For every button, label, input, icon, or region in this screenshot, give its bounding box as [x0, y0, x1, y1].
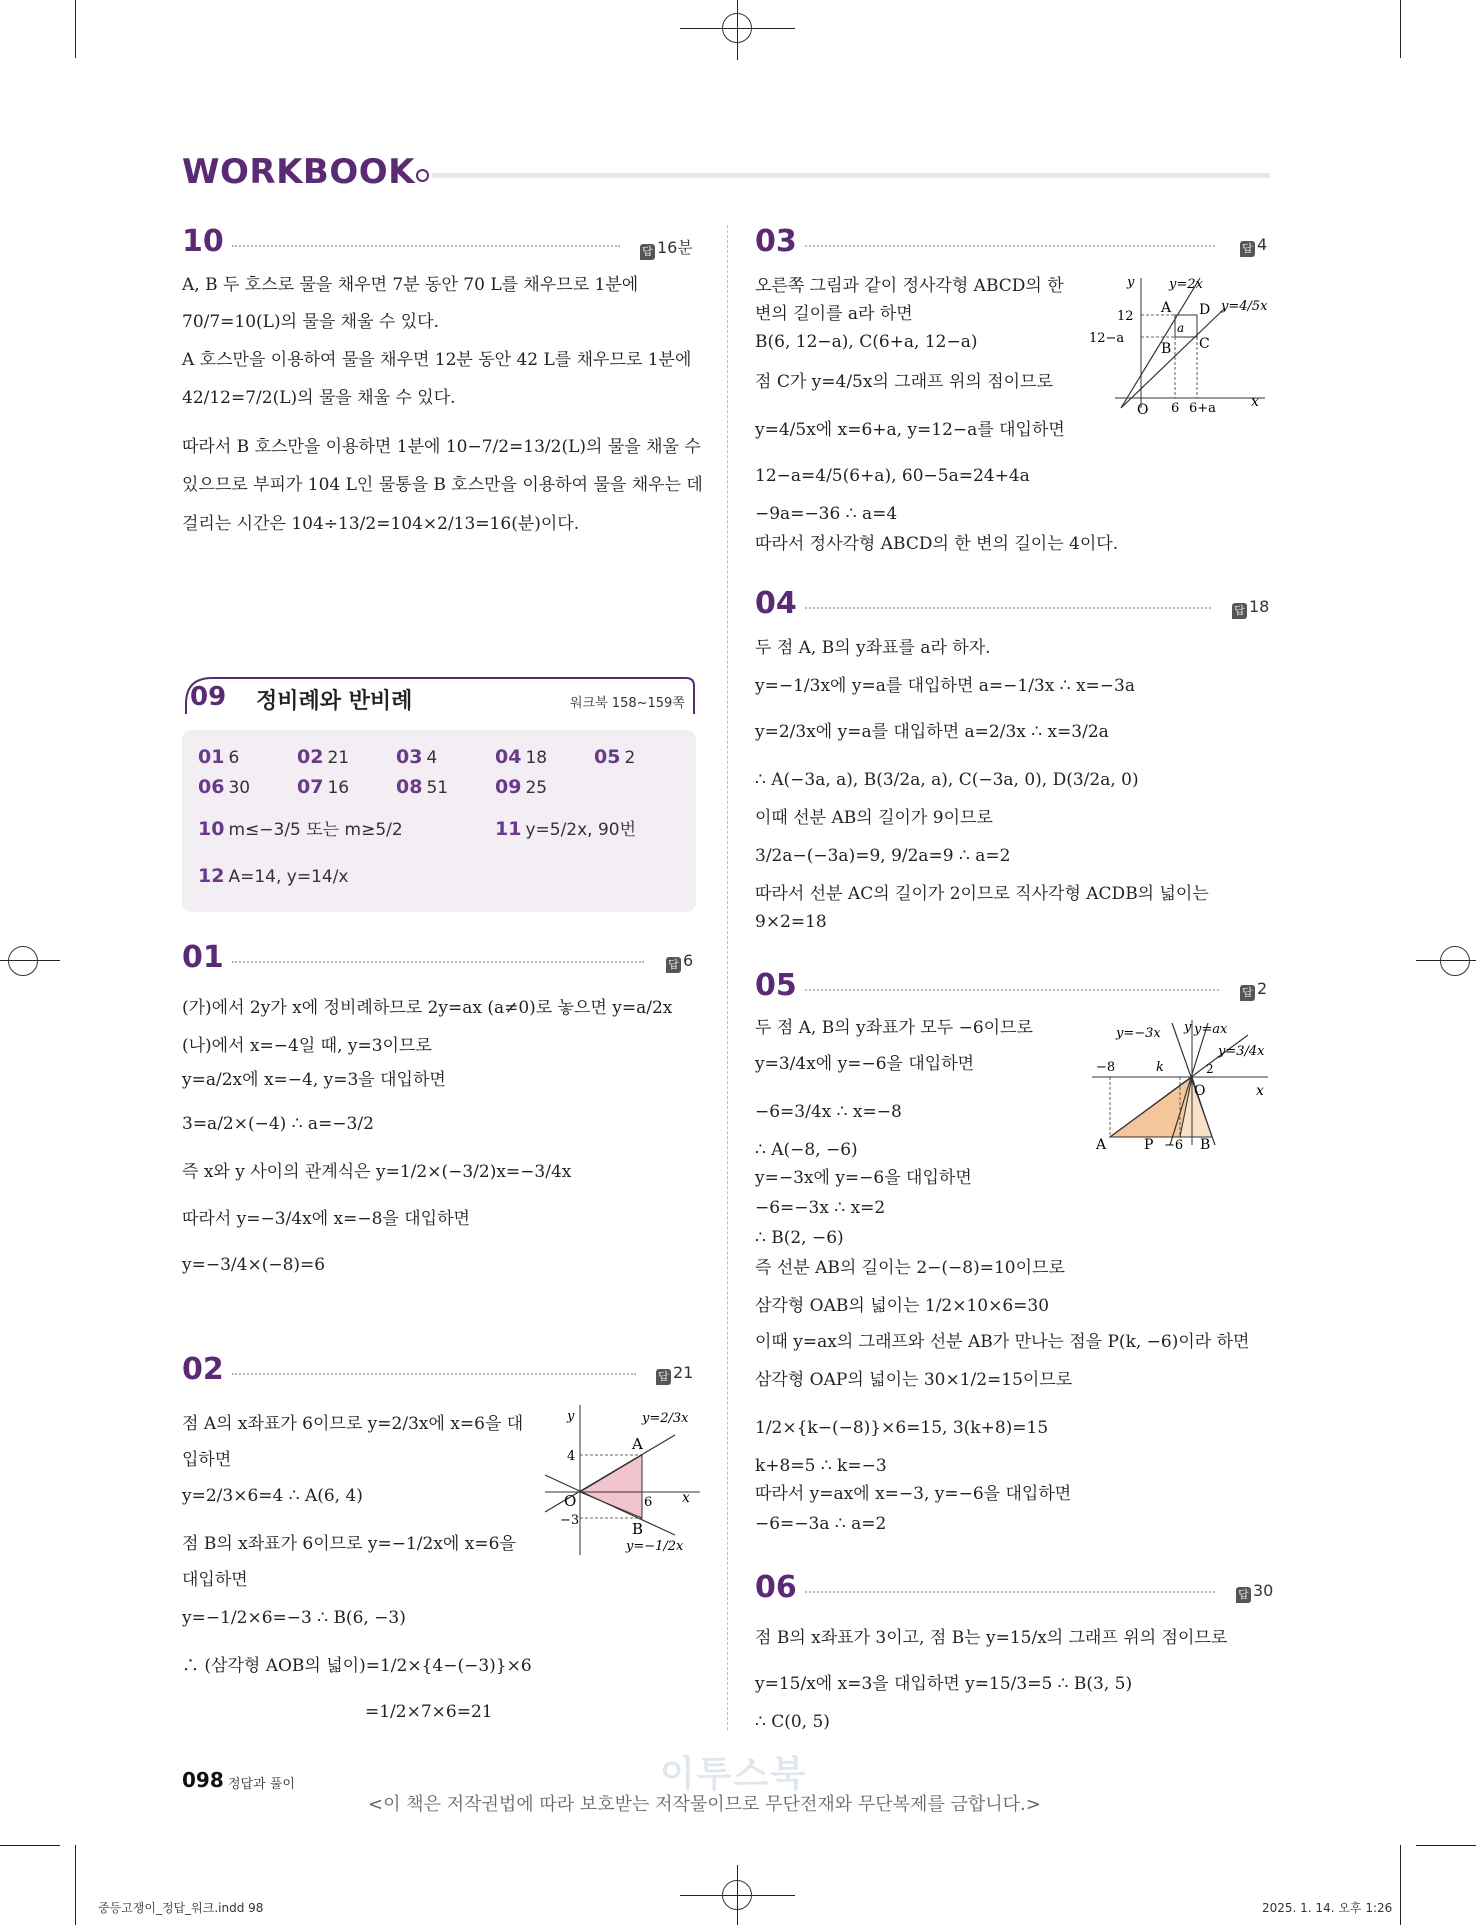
answer-label — [1240, 235, 1267, 257]
answer-value: 16분 — [657, 238, 693, 257]
solution-line: 대입하면 — [182, 1570, 248, 1590]
answer-label — [1232, 597, 1269, 619]
section-title: 정비례와 반비례 — [256, 689, 413, 714]
solution-line: ∴ (삼각형 AOB의 넓이)=1/2×{4−(−3)}×6 — [182, 1656, 532, 1676]
solution-line: −9a=−36 ∴ a=4 — [755, 504, 898, 524]
problem-number: 02 — [182, 1352, 224, 1387]
solution-line: (나)에서 x=−4일 때, y=3이므로 — [182, 1036, 432, 1056]
figure-03 — [1085, 270, 1275, 415]
grid-answer: 05 2 — [594, 746, 636, 768]
solution-line: 70/7=10(L)의 물을 채울 수 있다. — [182, 312, 439, 332]
solution-line: k+8=5 ∴ k=−3 — [755, 1456, 887, 1476]
tick-label: 12 — [1117, 309, 1134, 324]
tick-label: 4 — [567, 1449, 576, 1464]
crop-mark — [0, 1845, 60, 1846]
solution-line: y=4/5x에 x=6+a, y=12−a를 대입하면 — [755, 420, 1065, 440]
problem-number: 10 — [182, 224, 224, 259]
point-label: D — [1199, 302, 1211, 318]
point-label: A — [1161, 300, 1172, 316]
problem-number: 03 — [755, 224, 797, 259]
y-axis-label: y — [1184, 1020, 1192, 1035]
x-axis-label: x — [1251, 394, 1259, 410]
solution-line: A 호스만을 이용하여 물을 채우면 12분 동안 42 L를 채우므로 1분에 — [182, 350, 692, 370]
point-label: B — [632, 1520, 644, 1538]
registration-circle — [722, 1880, 752, 1910]
equation-label: y=3/4x — [1218, 1044, 1265, 1059]
equation-label: y=−1/2x — [626, 1539, 684, 1554]
answer-icon: 답 — [1240, 985, 1255, 1001]
solution-line: =1/2×7×6=21 — [365, 1702, 493, 1722]
crop-mark — [1400, 1845, 1401, 1925]
grid-answer: 02 21 — [297, 746, 350, 768]
crop-mark — [75, 1845, 76, 1925]
answer-icon: 답 — [666, 957, 681, 973]
point-label: A — [632, 1435, 643, 1453]
leader-dots — [805, 607, 1211, 609]
watermark-logo: 이투스북 — [660, 1754, 808, 1795]
answer-label — [640, 235, 693, 260]
leader-dots — [232, 961, 644, 963]
solution-line: −6=−3a ∴ a=2 — [755, 1514, 887, 1534]
leader-dots — [805, 989, 1219, 991]
solution-line: 입하면 — [182, 1450, 232, 1470]
solution-line: y=3/4x에 y=−6을 대입하면 — [755, 1054, 975, 1074]
solution-line: A, B 두 호스로 물을 채우면 7분 동안 70 L를 채우므로 1분에 — [182, 275, 639, 295]
solution-line: 두 점 A, B의 y좌표가 모두 −6이므로 — [755, 1018, 1033, 1038]
header-bullet — [416, 169, 429, 182]
crop-mark — [75, 0, 76, 58]
grid-answer: 07 16 — [297, 776, 350, 798]
point-label: P — [1144, 1137, 1154, 1153]
grid-answer: 04 18 — [495, 746, 548, 768]
grid-answer: 01 6 — [198, 746, 240, 768]
problem-number: 01 — [182, 940, 224, 975]
solution-line: 변의 길이를 a라 하면 — [755, 304, 913, 324]
answer-icon: 답 — [640, 244, 655, 260]
problem-number: 05 — [755, 968, 797, 1003]
answer-value: 21 — [673, 1363, 694, 1382]
point-label: B — [1200, 1137, 1211, 1153]
tick-label: 6 — [644, 1495, 653, 1510]
column-divider — [727, 225, 728, 1730]
solution-line: −6=−3x ∴ x=2 — [755, 1198, 886, 1218]
solution-line: 점 B의 x좌표가 6이므로 y=−1/2x에 x=6을 — [182, 1534, 516, 1554]
solution-line: 점 A의 x좌표가 6이므로 y=2/3x에 x=6을 대 — [182, 1414, 524, 1434]
grid-answer: 12 A=14, y=14/x — [198, 865, 349, 887]
point-label: A — [1096, 1137, 1107, 1153]
leader-dots — [805, 245, 1215, 247]
solution-line: 이때 y=ax의 그래프와 선분 AB가 만나는 점을 P(k, −6)이라 하면 — [755, 1332, 1250, 1352]
page-number: 098 — [182, 1768, 224, 1792]
answer-value: 6 — [683, 951, 694, 970]
solution-line: 9×2=18 — [755, 912, 827, 932]
grid-answer: 06 30 — [198, 776, 251, 798]
equation-label: y=4/5x — [1221, 299, 1268, 314]
grid-answer: 03 4 — [396, 746, 438, 768]
solution-line: 42/12=7/2(L)의 물을 채울 수 있다. — [182, 388, 456, 408]
tick-label: −8 — [1096, 1060, 1116, 1075]
solution-line: y=−1/2×6=−3 ∴ B(6, −3) — [182, 1608, 406, 1628]
tick-label: 12−a — [1089, 331, 1125, 346]
solution-line: 따라서 정사각형 ABCD의 한 변의 길이는 4이다. — [755, 534, 1119, 554]
tick-label: 6 — [1171, 401, 1180, 415]
file-name: 중등고쟁이_정답_워크.indd 98 — [98, 1901, 264, 1915]
registration-circle — [8, 946, 38, 976]
answer-label — [1240, 979, 1267, 1001]
tick-label: 2 — [1206, 1062, 1214, 1076]
grid-answer: 08 51 — [396, 776, 449, 798]
solution-line: ∴ B(2, −6) — [755, 1228, 844, 1248]
solution-line: 오른쪽 그림과 같이 정사각형 ABCD의 한 — [755, 276, 1064, 296]
solution-line: 1/2×{k−(−8)}×6=15, 3(k+8)=15 — [755, 1418, 1049, 1438]
leader-dots — [232, 1373, 636, 1375]
solution-line: 점 C가 y=4/5x의 그래프 위의 점이므로 — [755, 372, 1053, 392]
solution-line: −6=3/4x ∴ x=−8 — [755, 1102, 902, 1122]
solution-line: 12−a=4/5(6+a), 60−5a=24+4a — [755, 466, 1030, 486]
solution-line: 이때 선분 AB의 길이가 9이므로 — [755, 808, 993, 828]
answer-icon: 답 — [1232, 603, 1247, 619]
answer-value: 4 — [1257, 235, 1268, 254]
equation-label: y=−3x — [1116, 1026, 1161, 1041]
solution-line: 즉 선분 AB의 길이는 2−(−8)=10이므로 — [755, 1258, 1065, 1278]
header-rule — [432, 173, 1270, 178]
solution-line: y=15/x에 x=3을 대입하면 y=15/3=5 ∴ B(3, 5) — [755, 1674, 1133, 1694]
origin-label: O — [1194, 1083, 1206, 1099]
solution-line: B(6, 12−a), C(6+a, 12−a) — [755, 332, 978, 352]
solution-line: 두 점 A, B의 y좌표를 a라 하자. — [755, 638, 991, 658]
solution-line: 있으므로 부피가 104 L인 물통을 B 호스만을 이용하여 물을 채우는 데 — [182, 475, 703, 495]
solution-line: y=2/3×6=4 ∴ A(6, 4) — [182, 1486, 363, 1506]
grid-answer: 10 m≤−3/5 또는 m≥5/2 — [198, 818, 403, 840]
equation-label: y=2x — [1169, 277, 1203, 292]
solution-line: ∴ A(−8, −6) — [755, 1140, 858, 1160]
section-number: 09 — [190, 682, 227, 712]
print-date: 2025. 1. 14. 오후 1:26 — [1262, 1901, 1393, 1915]
solution-line: 점 B의 x좌표가 3이고, 점 B는 y=15/x의 그래프 위의 점이므로 — [755, 1628, 1228, 1648]
solution-line: (가)에서 2y가 x에 정비례하므로 2y=ax (a≠0)로 놓으면 y=a/2x — [182, 998, 673, 1018]
tick-label: −3 — [560, 1513, 580, 1528]
point-label: C — [1199, 336, 1210, 352]
solution-line: y=a/2x에 x=−4, y=3을 대입하면 — [182, 1070, 446, 1090]
crop-mark — [1400, 0, 1401, 58]
registration-circle — [1440, 946, 1470, 976]
solution-line: 즉 x와 y 사이의 관계식은 y=1/2×(−3/2)x=−3/4x — [182, 1162, 572, 1182]
grid-answer: 09 25 — [495, 776, 548, 798]
solution-line: 따라서 B 호스만을 이용하면 1분에 10−7/2=13/2(L)의 물을 채울 수 — [182, 437, 701, 457]
solution-line: 따라서 y=−3/4x에 x=−8을 대입하면 — [182, 1209, 470, 1229]
solution-line: 따라서 y=ax에 x=−3, y=−6을 대입하면 — [755, 1484, 1072, 1504]
solution-line: 3/2a−(−3a)=9, 9/2a=9 ∴ a=2 — [755, 846, 1011, 866]
side-label: a — [1177, 321, 1185, 335]
solution-line: y=2/3x에 y=a를 대입하면 a=2/3x ∴ x=3/2a — [755, 722, 1109, 742]
registration-circle — [722, 13, 752, 43]
answer-label — [666, 951, 693, 973]
figure-02 — [540, 1400, 710, 1560]
problem-number: 06 — [755, 1570, 797, 1605]
equation-label: y=ax — [1194, 1022, 1228, 1037]
answer-icon: 답 — [1240, 241, 1255, 257]
solution-line: ∴ A(−3a, a), B(3/2a, a), C(−3a, 0), D(3/2a, 0) — [755, 770, 1139, 790]
answer-label — [1236, 1581, 1273, 1603]
point-label: B — [1161, 341, 1172, 357]
y-axis-label: y — [567, 1409, 575, 1424]
answer-value: 18 — [1249, 597, 1270, 616]
tick-label: k — [1156, 1060, 1164, 1075]
equation-label: y=2/3x — [642, 1411, 689, 1426]
origin-label: O — [564, 1492, 577, 1510]
leader-dots — [232, 245, 620, 247]
tick-label: −6 — [1164, 1138, 1184, 1153]
section-header — [182, 674, 696, 714]
leader-dots — [805, 1591, 1215, 1593]
tick-label: 6+a — [1189, 401, 1216, 415]
x-axis-label: x — [682, 1490, 690, 1506]
origin-label: O — [1137, 402, 1149, 415]
section-ref: 워크북 158~159쪽 — [570, 696, 685, 711]
answer-value: 2 — [1257, 979, 1268, 998]
solution-line: 삼각형 OAB의 넓이는 1/2×10×6=30 — [755, 1296, 1050, 1316]
solution-line: y=−1/3x에 y=a를 대입하면 a=−1/3x ∴ x=−3a — [755, 676, 1135, 696]
answer-icon: 답 — [656, 1369, 671, 1385]
solution-line: 3=a/2×(−4) ∴ a=−3/2 — [182, 1114, 374, 1134]
solution-line: y=−3/4×(−8)=6 — [182, 1255, 326, 1275]
solution-line: 걸리는 시간은 104÷13/2=104×2/13=16(분)이다. — [182, 514, 580, 534]
crop-mark — [1416, 1845, 1476, 1846]
y-axis-label: y — [1127, 275, 1135, 290]
answer-label — [656, 1363, 693, 1385]
solution-line: ∴ C(0, 5) — [755, 1712, 830, 1732]
workbook-title: WORKBOOK — [182, 152, 416, 192]
solution-line: 삼각형 OAP의 넓이는 30×1/2=15이므로 — [755, 1370, 1073, 1390]
page-label: 정답과 풀이 — [228, 1777, 295, 1792]
problem-number: 04 — [755, 586, 797, 621]
x-axis-label: x — [1256, 1083, 1264, 1099]
figure-05 — [1090, 1015, 1275, 1155]
answer-value: 30 — [1253, 1581, 1274, 1600]
grid-answer: 11 y=5/2x, 90번 — [495, 818, 637, 840]
answer-icon: 답 — [1236, 1587, 1251, 1603]
solution-line: 따라서 선분 AC의 길이가 2이므로 직사각형 ACDB의 넓이는 — [755, 884, 1209, 904]
copyright-notice: <이 책은 저작권법에 따라 보호받는 저작물이므로 무단전재와 무단복제를 금합니다.> — [368, 1794, 1041, 1815]
solution-line: y=−3x에 y=−6을 대입하면 — [755, 1168, 972, 1188]
